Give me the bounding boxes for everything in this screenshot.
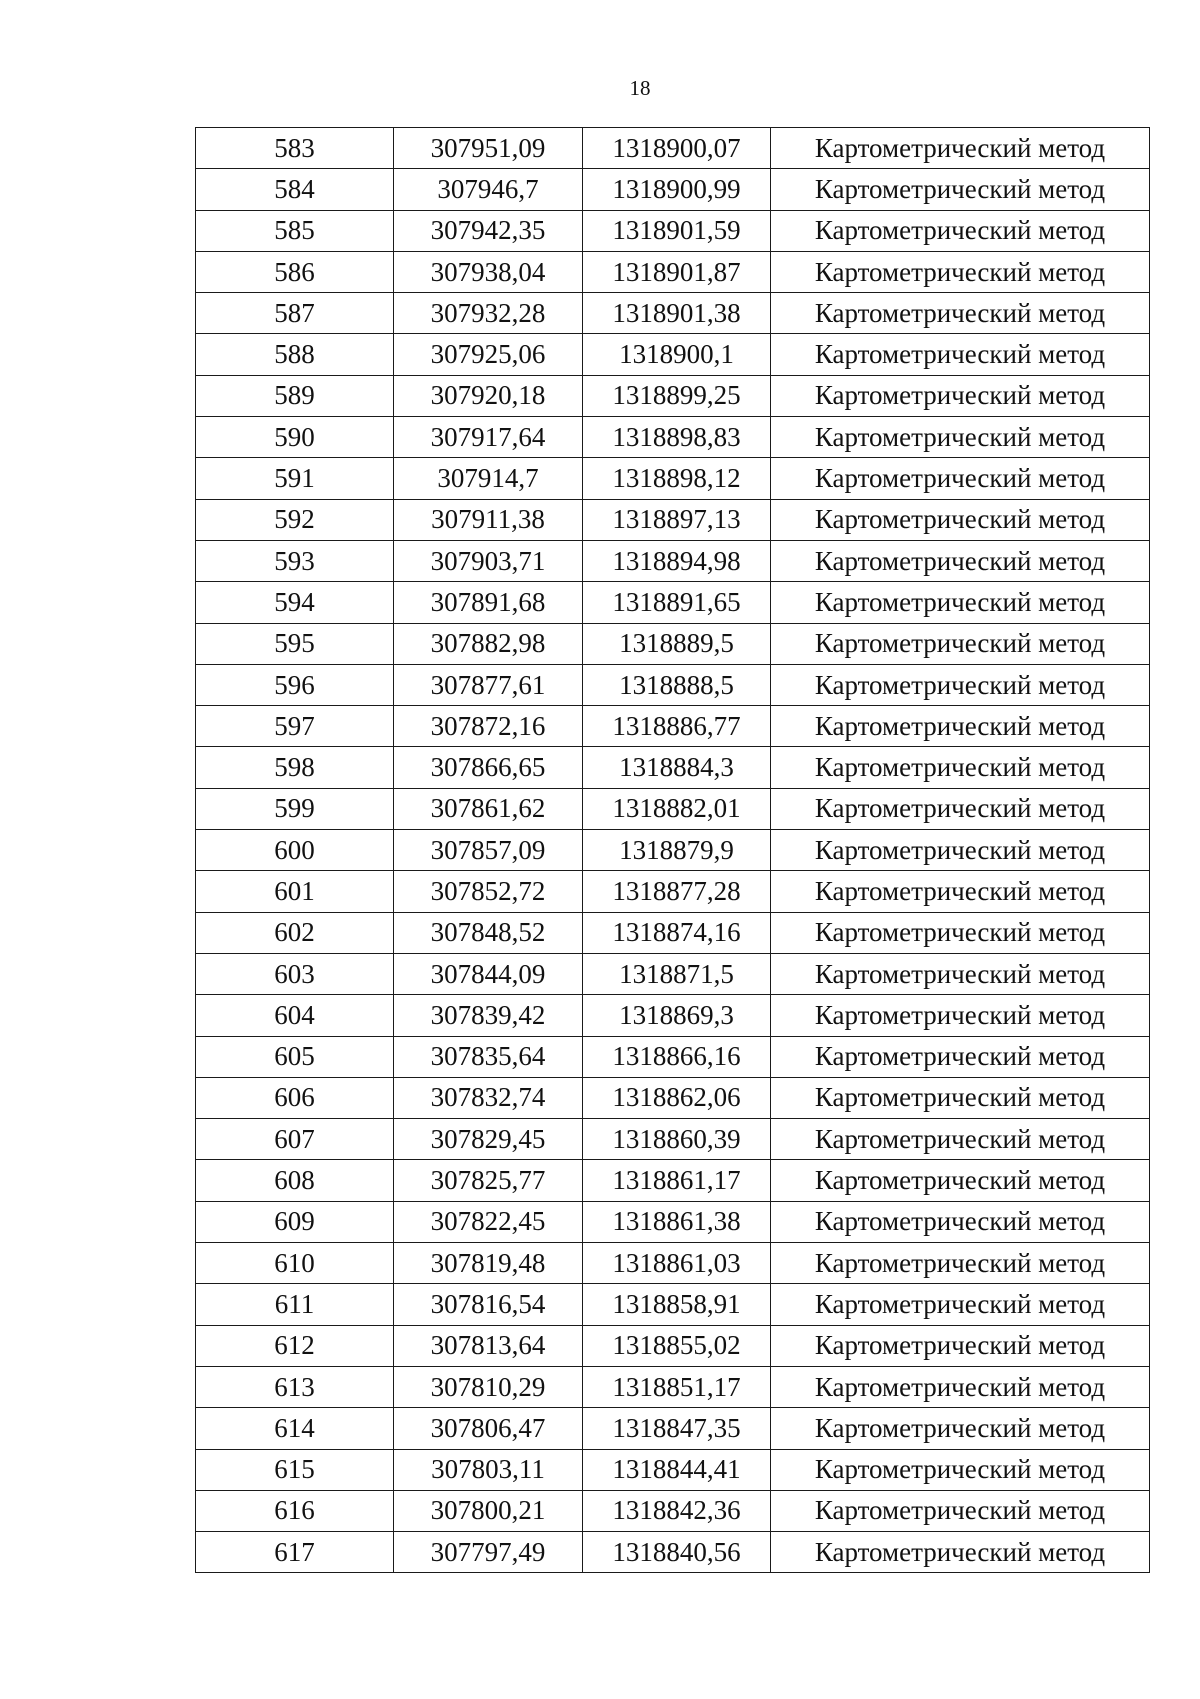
- table-row: [196, 417, 1150, 458]
- table-row: [196, 830, 1150, 871]
- method-cell: Картометрический метод: [771, 830, 1150, 871]
- x-coordinate-cell: 307822,45: [394, 1201, 583, 1242]
- point-number-cell: 615: [196, 1449, 394, 1490]
- method-cell: Картометрический метод: [771, 334, 1150, 375]
- y-coordinate-cell: 1318901,87: [583, 251, 771, 292]
- x-coordinate-cell: 307829,45: [394, 1119, 583, 1160]
- table-row: [196, 953, 1150, 994]
- y-coordinate-cell: 1318879,9: [583, 830, 771, 871]
- table-row: [196, 747, 1150, 788]
- table-row: [196, 995, 1150, 1036]
- point-number-cell: 587: [196, 293, 394, 334]
- y-coordinate-cell: 1318840,56: [583, 1532, 771, 1573]
- x-coordinate-cell: 307872,16: [394, 706, 583, 747]
- y-coordinate-cell: 1318842,36: [583, 1490, 771, 1531]
- y-coordinate-cell: 1318891,65: [583, 582, 771, 623]
- table-row: [196, 169, 1150, 210]
- table-row: [196, 375, 1150, 416]
- point-number-cell: 606: [196, 1077, 394, 1118]
- x-coordinate-cell: 307797,49: [394, 1532, 583, 1573]
- table-row: [196, 871, 1150, 912]
- method-cell: Картометрический метод: [771, 458, 1150, 499]
- table-row: [196, 293, 1150, 334]
- point-number-cell: 590: [196, 417, 394, 458]
- table-row: [196, 664, 1150, 705]
- point-number-cell: 586: [196, 251, 394, 292]
- method-cell: Картометрический метод: [771, 912, 1150, 953]
- method-cell: Картометрический метод: [771, 499, 1150, 540]
- method-cell: Картометрический метод: [771, 788, 1150, 829]
- method-cell: Картометрический метод: [771, 995, 1150, 1036]
- method-cell: Картометрический метод: [771, 1119, 1150, 1160]
- method-cell: Картометрический метод: [771, 582, 1150, 623]
- x-coordinate-cell: 307877,61: [394, 664, 583, 705]
- table-row: [196, 1532, 1150, 1573]
- method-cell: Картометрический метод: [771, 1160, 1150, 1201]
- method-cell: Картометрический метод: [771, 417, 1150, 458]
- y-coordinate-cell: 1318847,35: [583, 1408, 771, 1449]
- point-number-cell: 588: [196, 334, 394, 375]
- point-number-cell: 602: [196, 912, 394, 953]
- point-number-cell: 599: [196, 788, 394, 829]
- table-row: [196, 1160, 1150, 1201]
- y-coordinate-cell: 1318901,38: [583, 293, 771, 334]
- y-coordinate-cell: 1318889,5: [583, 623, 771, 664]
- method-cell: Картометрический метод: [771, 169, 1150, 210]
- table-row: [196, 499, 1150, 540]
- method-cell: Картометрический метод: [771, 1325, 1150, 1366]
- y-coordinate-cell: 1318858,91: [583, 1284, 771, 1325]
- method-cell: Картометрический метод: [771, 375, 1150, 416]
- y-coordinate-cell: 1318900,07: [583, 128, 771, 169]
- table-row: [196, 1243, 1150, 1284]
- method-cell: Картометрический метод: [771, 1490, 1150, 1531]
- table-row: [196, 458, 1150, 499]
- point-number-cell: 605: [196, 1036, 394, 1077]
- table-row: [196, 1449, 1150, 1490]
- x-coordinate-cell: 307914,7: [394, 458, 583, 499]
- coordinates-table-body: [196, 128, 1150, 1573]
- table-row: [196, 912, 1150, 953]
- point-number-cell: 584: [196, 169, 394, 210]
- point-number-cell: 613: [196, 1366, 394, 1407]
- point-number-cell: 609: [196, 1201, 394, 1242]
- y-coordinate-cell: 1318861,03: [583, 1243, 771, 1284]
- point-number-cell: 616: [196, 1490, 394, 1531]
- table-row: [196, 582, 1150, 623]
- x-coordinate-cell: 307800,21: [394, 1490, 583, 1531]
- method-cell: Картометрический метод: [771, 1077, 1150, 1118]
- y-coordinate-cell: 1318886,77: [583, 706, 771, 747]
- method-cell: Картометрический метод: [771, 251, 1150, 292]
- table-row: [196, 1077, 1150, 1118]
- y-coordinate-cell: 1318888,5: [583, 664, 771, 705]
- table-row: [196, 334, 1150, 375]
- y-coordinate-cell: 1318871,5: [583, 953, 771, 994]
- y-coordinate-cell: 1318901,59: [583, 210, 771, 251]
- point-number-cell: 612: [196, 1325, 394, 1366]
- point-number-cell: 594: [196, 582, 394, 623]
- x-coordinate-cell: 307951,09: [394, 128, 583, 169]
- point-number-cell: 593: [196, 540, 394, 581]
- y-coordinate-cell: 1318861,17: [583, 1160, 771, 1201]
- point-number-cell: 611: [196, 1284, 394, 1325]
- table-row: [196, 128, 1150, 169]
- x-coordinate-cell: 307839,42: [394, 995, 583, 1036]
- method-cell: Картометрический метод: [771, 293, 1150, 334]
- x-coordinate-cell: 307803,11: [394, 1449, 583, 1490]
- method-cell: Картометрический метод: [771, 210, 1150, 251]
- point-number-cell: 614: [196, 1408, 394, 1449]
- table-row: [196, 1201, 1150, 1242]
- table-row: [196, 1490, 1150, 1531]
- x-coordinate-cell: 307911,38: [394, 499, 583, 540]
- point-number-cell: 591: [196, 458, 394, 499]
- x-coordinate-cell: 307891,68: [394, 582, 583, 623]
- y-coordinate-cell: 1318884,3: [583, 747, 771, 788]
- table-row: [196, 1119, 1150, 1160]
- method-cell: Картометрический метод: [771, 623, 1150, 664]
- x-coordinate-cell: 307857,09: [394, 830, 583, 871]
- x-coordinate-cell: 307806,47: [394, 1408, 583, 1449]
- y-coordinate-cell: 1318851,17: [583, 1366, 771, 1407]
- x-coordinate-cell: 307925,06: [394, 334, 583, 375]
- y-coordinate-cell: 1318897,13: [583, 499, 771, 540]
- y-coordinate-cell: 1318866,16: [583, 1036, 771, 1077]
- method-cell: Картометрический метод: [771, 664, 1150, 705]
- y-coordinate-cell: 1318877,28: [583, 871, 771, 912]
- x-coordinate-cell: 307917,64: [394, 417, 583, 458]
- point-number-cell: 592: [196, 499, 394, 540]
- point-number-cell: 597: [196, 706, 394, 747]
- x-coordinate-cell: 307852,72: [394, 871, 583, 912]
- method-cell: Картометрический метод: [771, 1243, 1150, 1284]
- point-number-cell: 589: [196, 375, 394, 416]
- method-cell: Картометрический метод: [771, 871, 1150, 912]
- point-number-cell: 585: [196, 210, 394, 251]
- point-number-cell: 610: [196, 1243, 394, 1284]
- point-number-cell: 617: [196, 1532, 394, 1573]
- y-coordinate-cell: 1318874,16: [583, 912, 771, 953]
- x-coordinate-cell: 307816,54: [394, 1284, 583, 1325]
- x-coordinate-cell: 307903,71: [394, 540, 583, 581]
- y-coordinate-cell: 1318894,98: [583, 540, 771, 581]
- table-row: [196, 788, 1150, 829]
- table-row: [196, 1036, 1150, 1077]
- table-row: [196, 1284, 1150, 1325]
- y-coordinate-cell: 1318900,1: [583, 334, 771, 375]
- x-coordinate-cell: 307946,7: [394, 169, 583, 210]
- point-number-cell: 608: [196, 1160, 394, 1201]
- x-coordinate-cell: 307810,29: [394, 1366, 583, 1407]
- x-coordinate-cell: 307813,64: [394, 1325, 583, 1366]
- method-cell: Картометрический метод: [771, 128, 1150, 169]
- method-cell: Картометрический метод: [771, 1201, 1150, 1242]
- x-coordinate-cell: 307942,35: [394, 210, 583, 251]
- y-coordinate-cell: 1318898,83: [583, 417, 771, 458]
- y-coordinate-cell: 1318898,12: [583, 458, 771, 499]
- method-cell: Картометрический метод: [771, 1366, 1150, 1407]
- x-coordinate-cell: 307832,74: [394, 1077, 583, 1118]
- method-cell: Картометрический метод: [771, 706, 1150, 747]
- point-number-cell: 603: [196, 953, 394, 994]
- page-number: 18: [629, 76, 651, 100]
- y-coordinate-cell: 1318869,3: [583, 995, 771, 1036]
- point-number-cell: 598: [196, 747, 394, 788]
- x-coordinate-cell: 307844,09: [394, 953, 583, 994]
- method-cell: Картометрический метод: [771, 540, 1150, 581]
- y-coordinate-cell: 1318862,06: [583, 1077, 771, 1118]
- x-coordinate-cell: 307938,04: [394, 251, 583, 292]
- method-cell: Картометрический метод: [771, 747, 1150, 788]
- point-number-cell: 607: [196, 1119, 394, 1160]
- table-row: [196, 210, 1150, 251]
- point-number-cell: 583: [196, 128, 394, 169]
- y-coordinate-cell: 1318899,25: [583, 375, 771, 416]
- table-row: [196, 540, 1150, 581]
- y-coordinate-cell: 1318860,39: [583, 1119, 771, 1160]
- point-number-cell: 604: [196, 995, 394, 1036]
- point-number-cell: 600: [196, 830, 394, 871]
- x-coordinate-cell: 307861,62: [394, 788, 583, 829]
- x-coordinate-cell: 307848,52: [394, 912, 583, 953]
- x-coordinate-cell: 307932,28: [394, 293, 583, 334]
- x-coordinate-cell: 307825,77: [394, 1160, 583, 1201]
- table-row: [196, 706, 1150, 747]
- y-coordinate-cell: 1318861,38: [583, 1201, 771, 1242]
- method-cell: Картометрический метод: [771, 953, 1150, 994]
- point-number-cell: 595: [196, 623, 394, 664]
- table-row: [196, 251, 1150, 292]
- table-row: [196, 1325, 1150, 1366]
- table-row: [196, 1408, 1150, 1449]
- table-row: [196, 1366, 1150, 1407]
- y-coordinate-cell: 1318900,99: [583, 169, 771, 210]
- point-number-cell: 596: [196, 664, 394, 705]
- x-coordinate-cell: 307882,98: [394, 623, 583, 664]
- method-cell: Картометрический метод: [771, 1284, 1150, 1325]
- point-number-cell: 601: [196, 871, 394, 912]
- table-row: [196, 623, 1150, 664]
- x-coordinate-cell: 307835,64: [394, 1036, 583, 1077]
- y-coordinate-cell: 1318882,01: [583, 788, 771, 829]
- method-cell: Картометрический метод: [771, 1449, 1150, 1490]
- y-coordinate-cell: 1318844,41: [583, 1449, 771, 1490]
- x-coordinate-cell: 307866,65: [394, 747, 583, 788]
- method-cell: Картометрический метод: [771, 1408, 1150, 1449]
- method-cell: Картометрический метод: [771, 1036, 1150, 1077]
- y-coordinate-cell: 1318855,02: [583, 1325, 771, 1366]
- coordinates-table: [195, 127, 1150, 1573]
- method-cell: Картометрический метод: [771, 1532, 1150, 1573]
- x-coordinate-cell: 307920,18: [394, 375, 583, 416]
- x-coordinate-cell: 307819,48: [394, 1243, 583, 1284]
